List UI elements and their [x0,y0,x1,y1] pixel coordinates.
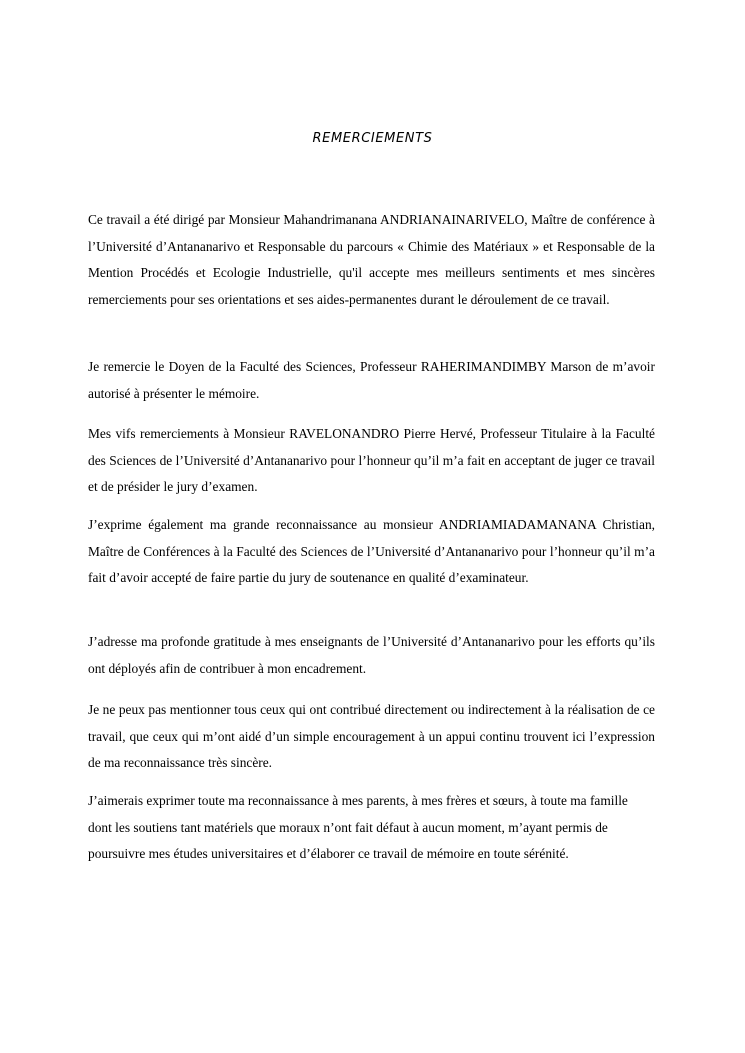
paragraph-contributors-thanks: Je ne peux pas mentionner tous ceux qui ont contribué directement ou indirectement à la réalisation de ce travail, que ceux qui m’ont aidé d’un simple encouragement à un appui continu trouvent ici l’expression de ma reconnaissance très sincère. [88,702,655,770]
paragraph-jury-president-thanks: Mes vifs remerciements à Monsieur RAVELONANDRO Pierre Hervé, Professeur Titulaire à la Faculté des Sciences de l’Université d’Antananarivo pour l’honneur qu’il m’a fait en acceptant de juger ce travail et de présider le jury d’examen. [88,426,655,494]
paragraph-family-thanks: J’aimerais exprimer toute ma reconnaissance à mes parents, à mes frères et sœurs, à toute ma famille dont les soutiens tant matériels que moraux n’ont fait défaut à aucun moment, m’ayant permis de poursuivre mes études universitaires et d’élaborer ce travail de mémoire en toute sérénité. [88,793,628,861]
paragraph-teachers-thanks: J’adresse ma profonde gratitude à mes enseignants de l’Université d’Antananarivo pour les efforts qu’ils ont déployés afin de contribuer à mon encadrement. [88,634,655,676]
paragraph-dean-thanks: Je remercie le Doyen de la Faculté des Sciences, Professeur RAHERIMANDIMBY Marson de m’avoir autorisé à présenter le mémoire. [88,359,655,401]
page-title: REMERCIEMENTS [312,131,433,146]
paragraph-director-thanks: Ce travail a été dirigé par Monsieur Mahandrimanana ANDRIANAINARIVELO, Maître de conférence à l’Université d’Antananarivo et Responsable du parcours « Chimie des Matériaux » et Responsable de la Mention Procédés et Ecologie Industrielle, qu'il accepte mes meilleurs sentiments et mes sincères remerciements pour ses orientations et ses aides-permanentes durant le déroulement de ce travail. [88,212,655,307]
paragraph-examiner-thanks: J’exprime également ma grande reconnaissance au monsieur ANDRIAMIADAMANANA Christian, Maître de Conférences à la Faculté des Sciences de l’Université d’Antananarivo pour l’honneur qu’il m’a fait d’avoir accepté de faire partie du jury de soutenance en qualité d’examinateur. [88,517,655,585]
